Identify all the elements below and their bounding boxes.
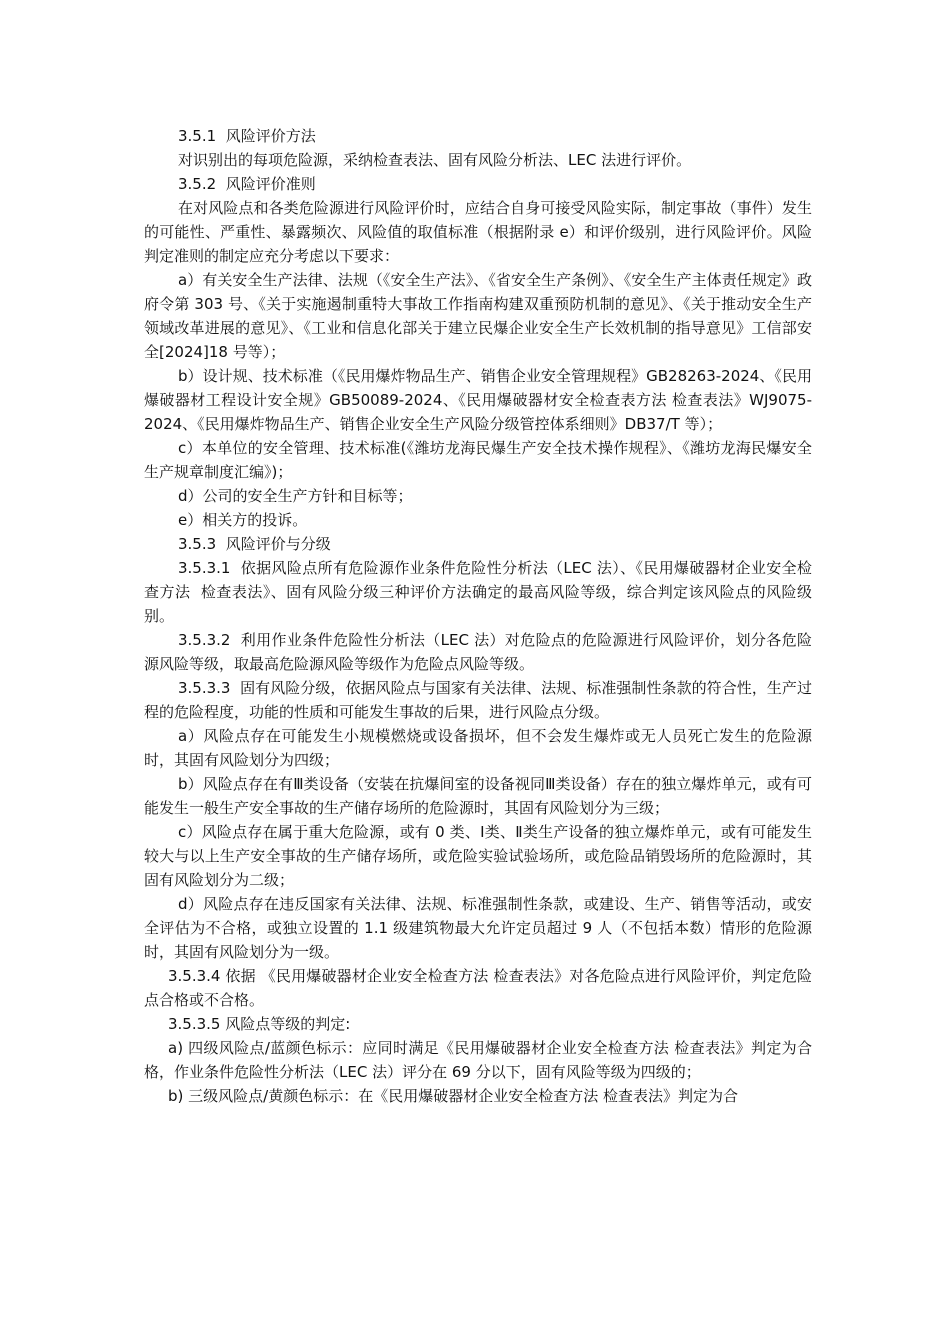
list-item-d: d）风险点存在违反国家有关法律、法规、标准强制性条款，或建设、生产、销售等活动，或安全评估为不合格，或独立设置的 1.1 级建筑物最大允许定员超过 9 人（不包括本数）情形的危险源时，其固有风险划分为一级。 — [144, 895, 812, 961]
list-item-a: a）有关安全生产法律、法规（《安全生产法》、《省安全生产条例》、《安全生产主体责任规定》政府令第 303 号、《关于实施遏制重特大事故工作指南构建双重预防机制的意见》、《关于推动安全生产领域改革进展的意见》、《工业和信息化部关于建立民爆企业安全生产长效机制的指导意见》工信部安全[2024]18 号等）； — [144, 271, 812, 361]
clause-3-5-3-3: 3.5.3.3 固有风险分级，依据风险点与国家有关法律、法规、标准强制性条款的符合性，生产过程的危险程度，功能的性质和可能发生事故的后果，进行风险点分级。 — [144, 679, 812, 721]
list-item-c: c）风险点存在属于重大危险源，或有 0 类、Ⅰ类、Ⅱ类生产设备的独立爆炸单元，或有可能发生较大与以上生产安全事故的生产储存场所，或危险实验试验场所，或危险品销毁场所的危险源时，其固有风险划分为二级； — [144, 823, 812, 889]
clause-3-5-3-2: 3.5.3.2 利用作业条件危险性分析法（LEC 法）对危险点的危险源进行风险评价，划分各危险源风险等级，取最高危险源风险等级作为危险点风险等级。 — [144, 631, 812, 673]
clause-3-5-3-5: 3.5.3.5 风险点等级的判定: — [168, 1015, 351, 1033]
list-item-b: b）风险点存在有Ⅲ类设备（安装在抗爆间室的设备视同Ⅲ类设备）存在的独立爆炸单元，或有可能发生一般生产安全事故的生产储存场所的危险源时，其固有风险划分为三级； — [144, 775, 812, 817]
paragraph: 在对风险点和各类危险源进行风险评价时，应结合自身可接受风险实际，制定事故（事件）发生的可能性、严重性、暴露频次、风险值的取值标准（根据附录 e）和评价级别，进行风险评价。风险判定准则的制定应充分考虑以下要求： — [144, 199, 812, 265]
heading-3-5-2: 3.5.2 风险评价准则 — [178, 175, 316, 193]
clause-3-5-3-4: 3.5.3.4 依据 《民用爆破器材企业安全检查方法 检查表法》对各危险点进行风险评价，判定危险点合格或不合格。 — [144, 967, 812, 1009]
heading-3-5-1: 3.5.1 风险评价方法 — [178, 127, 316, 145]
list-item-c: c）本单位的安全管理、技术标准(《潍坊龙海民爆生产安全技术操作规程》、《潍坊龙海民爆安全生产规章制度汇编》)； — [144, 439, 812, 481]
document-body — [144, 124, 812, 1108]
list-item-a: a) 四级风险点/蓝颜色标示：应同时满足《民用爆破器材企业安全检查方法 检查表法》判定为合格，作业条件危险性分析法（LEC 法）评分在 69 分以下，固有风险等级为四级的； — [144, 1039, 812, 1081]
paragraph: 对识别出的每项危险源，采纳检查表法、固有风险分析法、LEC 法进行评价。 — [178, 151, 692, 169]
list-item-a: a）风险点存在可能发生小规模燃烧或设备损坏，但不会发生爆炸或无人员死亡发生的危险源时，其固有风险划分为四级； — [144, 727, 812, 769]
heading-3-5-3: 3.5.3 风险评价与分级 — [178, 535, 331, 553]
list-item-d: d）公司的安全生产方针和目标等； — [178, 487, 413, 505]
list-item-b: b）设计规、技术标准（《民用爆炸物品生产、销售企业安全管理规程》GB28263-2024、《民用爆破器材工程设计安全规》GB50089-2024、《民用爆破器材安全检查表方法 检查表法》WJ9075-2024、《民用爆炸物品生产、销售企业安全生产风险分级管控体系细则》DB37/T 等）； — [144, 367, 812, 433]
clause-3-5-3-1: 3.5.3.1 依据风险点所有危险源作业条件危险性分析法（LEC 法）、《民用爆破器材企业安全检查方法 检查表法》、固有风险分级三种评价方法确定的最高风险等级，综合判定该风险点的风险级别。 — [144, 559, 812, 625]
list-item-b: b) 三级风险点/黄颜色标示：在《民用爆破器材企业安全检查方法 检查表法》判定为合 — [168, 1087, 738, 1105]
list-item-e: e）相关方的投诉。 — [178, 511, 308, 529]
